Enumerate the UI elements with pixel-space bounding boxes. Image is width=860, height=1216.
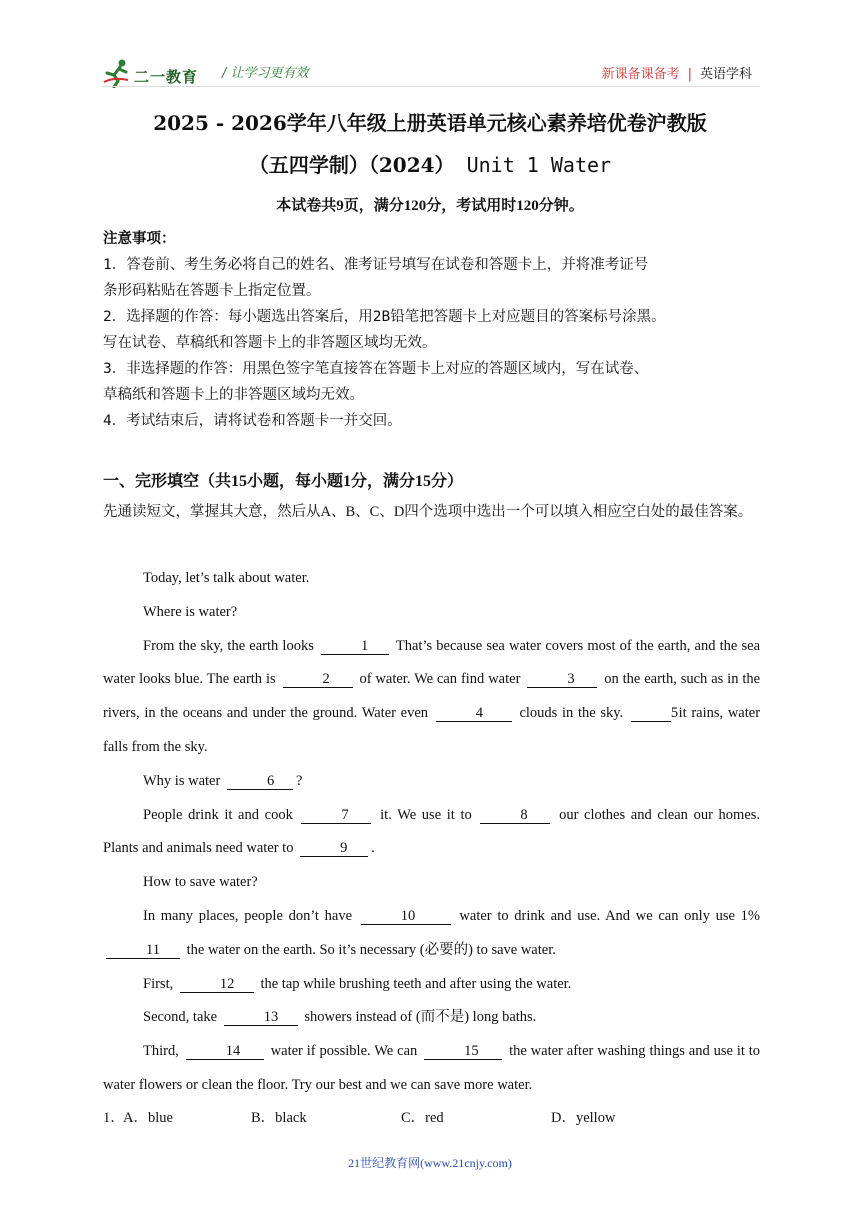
passage-text: the tap while brushing teeth and after using the water. — [260, 975, 572, 992]
notes-line: 条形码粘贴在答题卡上指定位置。 — [103, 283, 321, 299]
exam-title: 2025 - 2026学年八年级上册英语单元核心素养培优卷沪教版 — [153, 111, 707, 135]
passage-text: Why is water — [143, 772, 221, 789]
header-divider — [102, 86, 760, 87]
question-number: 1． — [103, 1110, 125, 1126]
exam-info: 本试卷共9页，满分120分，考试用时120分钟。 — [276, 198, 584, 214]
blank-9: 9 — [300, 840, 368, 857]
notes-line: 草稿纸和答题卡上的非答题区域均无效。 — [103, 387, 364, 403]
notes-line: 3．非选择题的作答：用黑色签字笔直接答在答题卡上对应的答题区域内，写在试卷、 — [103, 361, 649, 377]
slogan: / 让学习更有效 — [222, 66, 309, 81]
notes-line: 1．答卷前、考生务必将自己的姓名、准考证号填写在试卷和答题卡上，并将准考证号 — [103, 257, 649, 273]
runner-logo-icon — [102, 58, 132, 88]
passage-paragraph — [103, 1001, 760, 1035]
blank-1: 1 — [321, 638, 389, 655]
passage-text: Third, — [143, 1043, 179, 1060]
page-header — [0, 0, 860, 100]
section-heading: 一、完形填空（共15小题，每小题1分，满分15分） — [103, 473, 464, 490]
section-instruction: 先通读短文，掌握其大意，然后从A、B、C、D四个选项中选出一个可以填入相应空白处的最佳答案。 — [103, 504, 753, 520]
blank-11: 11 — [106, 942, 180, 959]
option-a: A．blue — [123, 1110, 173, 1126]
passage-text: showers instead of (而不是) long baths. — [304, 1009, 537, 1026]
exam-edition: （五四学制）（2024） — [248, 153, 455, 177]
blank-10: 10 — [361, 908, 451, 925]
blank-2: 2 — [283, 671, 353, 688]
option-b: B．black — [251, 1110, 307, 1126]
footer-link[interactable]: 21世纪教育网(www.21cnjy.com) — [348, 1156, 512, 1170]
passage-paragraph — [103, 765, 760, 799]
blank-6: 6 — [227, 773, 293, 790]
passage-paragraph — [103, 630, 760, 765]
passage-text: our clothes and clean our homes. Plants and animals need water to — [103, 806, 761, 857]
blank-4: 4 — [436, 705, 512, 722]
blank-5: 5 — [631, 705, 671, 722]
option-c: C．red — [401, 1110, 444, 1126]
blank-8: 8 — [480, 807, 550, 824]
passage-text: clouds in the sky. — [519, 705, 624, 722]
unit-name: Unit 1 Water — [454, 153, 612, 177]
passage-paragraph: Today, let’s talk about water. — [143, 570, 310, 586]
blank-3: 3 — [527, 671, 597, 688]
passage-text: water to drink and use. And we can only use 1% — [459, 907, 761, 924]
notes-heading: 注意事项： — [103, 231, 176, 247]
option-d: D．yellow — [551, 1110, 616, 1126]
passage-text: First, — [143, 975, 174, 992]
passage-paragraph — [103, 968, 760, 1002]
passage-text: ? — [295, 772, 303, 789]
notes-line: 写在试卷、草稿纸和答题卡上的非答题区域均无效。 — [103, 335, 437, 351]
exam-subtitle — [0, 149, 860, 178]
logo-text: 二一教育 — [134, 68, 199, 86]
notes-section — [103, 226, 763, 434]
passage-text: That’s because sea water covers most of the earth, and the sea water looks blue. The earth is — [103, 637, 760, 688]
blank-14: 14 — [186, 1043, 264, 1060]
passage-text: water if possible. We can — [270, 1043, 418, 1060]
passage-paragraph — [103, 1035, 760, 1103]
passage-text: From the sky, the earth looks — [143, 637, 314, 654]
passage-text: the water after washing things and use it to water flowers or clean the floor. Try our best and we can save more water. — [103, 1043, 761, 1093]
passage-text: of water. We can find water — [359, 671, 521, 688]
header-subject: 英语学科 — [699, 67, 752, 82]
passage-text: In many places, people don’t have — [143, 907, 353, 924]
blank-13: 13 — [224, 1009, 298, 1026]
passage-paragraph — [103, 900, 760, 968]
header-separator: | — [687, 67, 692, 82]
blank-12: 12 — [180, 976, 254, 993]
passage-paragraph: Where is water? — [143, 603, 238, 620]
notes-line: 4．考试结束后，请将试卷和答题卡一并交回。 — [103, 413, 402, 429]
passage-text: . — [371, 840, 375, 857]
cloze-passage — [103, 562, 760, 1103]
passage-paragraph: How to save water? — [143, 874, 258, 891]
passage-text: on the earth, such as in the rivers, in the oceans and under the ground. Water even — [103, 671, 761, 722]
notes-line: 2．选择题的作答：每小题选出答案后，用2B铅笔把答题卡上对应题目的答案标号涂黑。 — [103, 309, 666, 325]
passage-paragraph — [103, 799, 760, 867]
passage-text: People drink it and cook — [143, 806, 293, 823]
passage-text: it. We use it to — [380, 806, 472, 823]
passage-text: Second, take — [143, 1009, 218, 1026]
passage-text: it rains, water falls from the sky. — [103, 705, 761, 755]
header-label: 新课备课备考 — [601, 67, 680, 82]
blank-15: 15 — [424, 1043, 502, 1060]
header-right — [602, 63, 752, 82]
blank-7: 7 — [301, 807, 371, 824]
passage-text: the water on the earth. So it’s necessary (必要的) to save water. — [186, 941, 556, 958]
